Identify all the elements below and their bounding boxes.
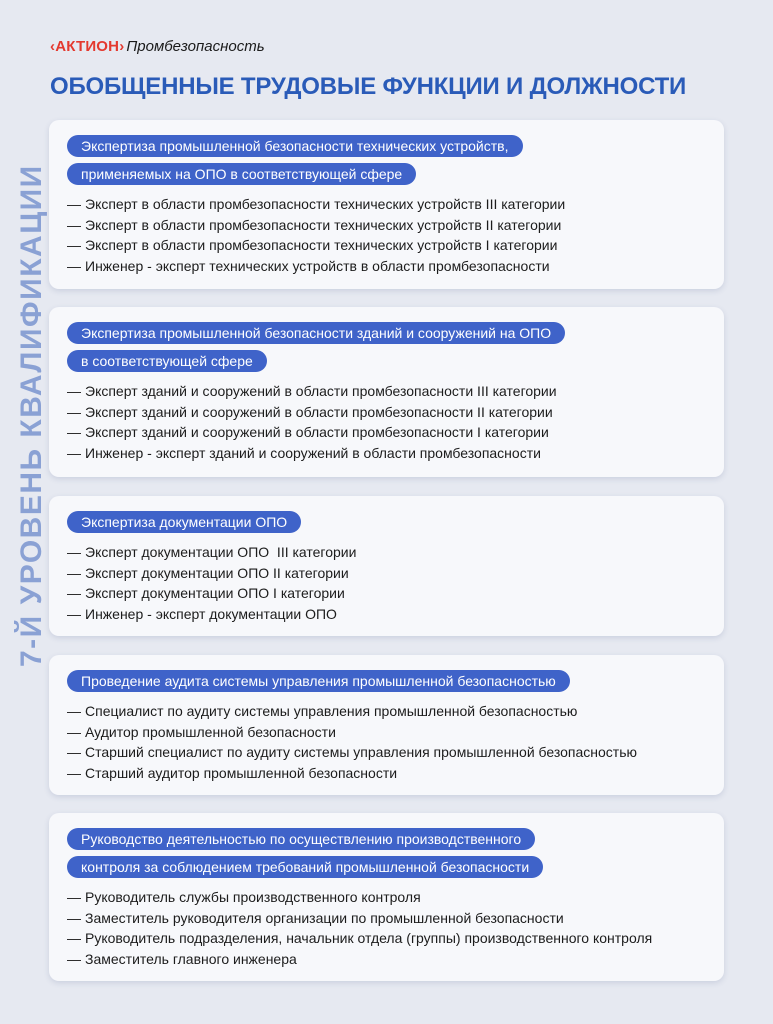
list-item-text: Эксперт зданий и сооружений в области промбезопасности II категории xyxy=(85,403,553,420)
list-item xyxy=(67,235,708,256)
side-label-qualification-level: 7-Й УРОВЕНЬ КВАЛИФИКАЦИИ xyxy=(15,164,48,668)
logo-product: Промбезопасность xyxy=(126,38,265,55)
section-card-documentation xyxy=(49,496,724,636)
section-card-buildings-structures xyxy=(49,307,724,477)
dash-marker: — xyxy=(67,765,81,782)
list-item xyxy=(67,928,708,949)
list-item xyxy=(67,443,708,464)
section-heading-line: в соответствующей сфере xyxy=(67,350,267,372)
list-item-text: Эксперт в области промбезопасности технических устройств III категории xyxy=(85,196,566,212)
list-item xyxy=(67,701,708,722)
list-item-text: Эксперт зданий и сооружений в области промбезопасности I категории xyxy=(85,424,549,441)
page-title: ОБОБЩЕННЫЕ ТРУДОВЫЕ ФУНКЦИИ И ДОЛЖНОСТИ xyxy=(50,73,687,100)
dash-marker: — xyxy=(67,564,81,581)
list-item xyxy=(67,563,708,584)
section-heading-line: Экспертиза промышленной безопасности зданий и сооружений на ОПО xyxy=(67,322,565,344)
list-item-text: Старший аудитор промышленной безопасности xyxy=(85,765,398,782)
section-heading-line: Проведение аудита системы управления промышленной безопасностью xyxy=(67,670,570,692)
dash-marker: — xyxy=(67,258,81,275)
dash-marker: — xyxy=(67,889,81,905)
position-list xyxy=(67,887,708,970)
list-item xyxy=(67,949,708,970)
list-item xyxy=(67,604,708,625)
list-item-text: Эксперт документации ОПО II категории xyxy=(85,564,349,581)
list-item-text: Инженер - эксперт документации ОПО xyxy=(85,606,337,623)
list-item xyxy=(67,215,708,236)
dash-marker: — xyxy=(67,216,81,233)
list-item-text: Заместитель руководителя организации по промышленной безопасности xyxy=(85,909,564,926)
dash-marker: — xyxy=(67,930,81,947)
list-item xyxy=(67,194,708,215)
list-item-text: Инженер - эксперт технических устройств в области промбезопасности xyxy=(85,258,550,275)
list-item-text: Эксперт в области промбезопасности технических устройств I категории xyxy=(85,237,558,254)
section-card-technical-devices xyxy=(49,120,724,289)
list-item xyxy=(67,722,708,743)
list-item-text: Инженер - эксперт зданий и сооружений в области промбезопасности xyxy=(85,445,541,462)
position-list xyxy=(67,701,708,784)
list-item-text: Руководитель подразделения, начальник отдела (группы) производственного контроля xyxy=(85,930,653,947)
list-item-text: Эксперт документации ОПО I категории xyxy=(85,585,345,602)
list-item-text: Эксперт в области промбезопасности технических устройств II категории xyxy=(85,216,562,233)
list-item xyxy=(67,381,708,402)
list-item xyxy=(67,887,708,908)
list-item-text: Заместитель главного инженера xyxy=(85,951,297,968)
dash-marker: — xyxy=(67,606,81,623)
dash-marker: — xyxy=(67,445,81,462)
list-item xyxy=(67,908,708,929)
dash-marker: — xyxy=(67,909,81,926)
list-item-text: Аудитор промышленной безопасности xyxy=(85,723,336,740)
position-list xyxy=(67,381,708,464)
dash-marker: — xyxy=(67,744,81,761)
position-list xyxy=(67,194,708,277)
dash-marker: — xyxy=(67,196,81,212)
position-list xyxy=(67,542,708,625)
section-heading-line: применяемых на ОПО в соответствующей сфере xyxy=(67,163,416,185)
dash-marker: — xyxy=(67,951,81,968)
list-item-text: Специалист по аудиту системы управления промышленной безопасностью xyxy=(85,703,578,719)
list-item xyxy=(67,542,708,563)
list-item xyxy=(67,583,708,604)
dash-marker: — xyxy=(67,703,81,719)
dash-marker: — xyxy=(67,544,81,560)
logo xyxy=(50,38,265,56)
list-item xyxy=(67,402,708,423)
list-item xyxy=(67,422,708,443)
list-item-text: Эксперт документации ОПО III категории xyxy=(85,544,357,560)
list-item xyxy=(67,742,708,763)
list-item-text: Старший специалист по аудиту системы управления промышленной безопасностью xyxy=(85,744,638,761)
list-item xyxy=(67,256,708,277)
dash-marker: — xyxy=(67,585,81,602)
section-heading-line: Экспертиза документации ОПО xyxy=(67,511,301,533)
dash-marker: — xyxy=(67,424,81,441)
list-item xyxy=(67,763,708,784)
dash-marker: — xyxy=(67,403,81,420)
section-heading-line: Экспертиза промышленной безопасности технических устройств, xyxy=(67,135,523,157)
section-card-production-control xyxy=(49,813,724,981)
list-item-text: Эксперт зданий и сооружений в области промбезопасности III категории xyxy=(85,383,557,399)
list-item-text: Руководитель службы производственного контроля xyxy=(85,889,421,905)
section-heading-line: Руководство деятельностью по осуществлению производственного xyxy=(67,828,535,850)
dash-marker: — xyxy=(67,383,81,399)
section-card-audit xyxy=(49,655,724,795)
dash-marker: — xyxy=(67,723,81,740)
dash-marker: — xyxy=(67,237,81,254)
logo-brand: ‹АКТИОН› xyxy=(50,38,125,55)
section-heading-line: контроля за соблюдением требований промышленной безопасности xyxy=(67,856,543,878)
